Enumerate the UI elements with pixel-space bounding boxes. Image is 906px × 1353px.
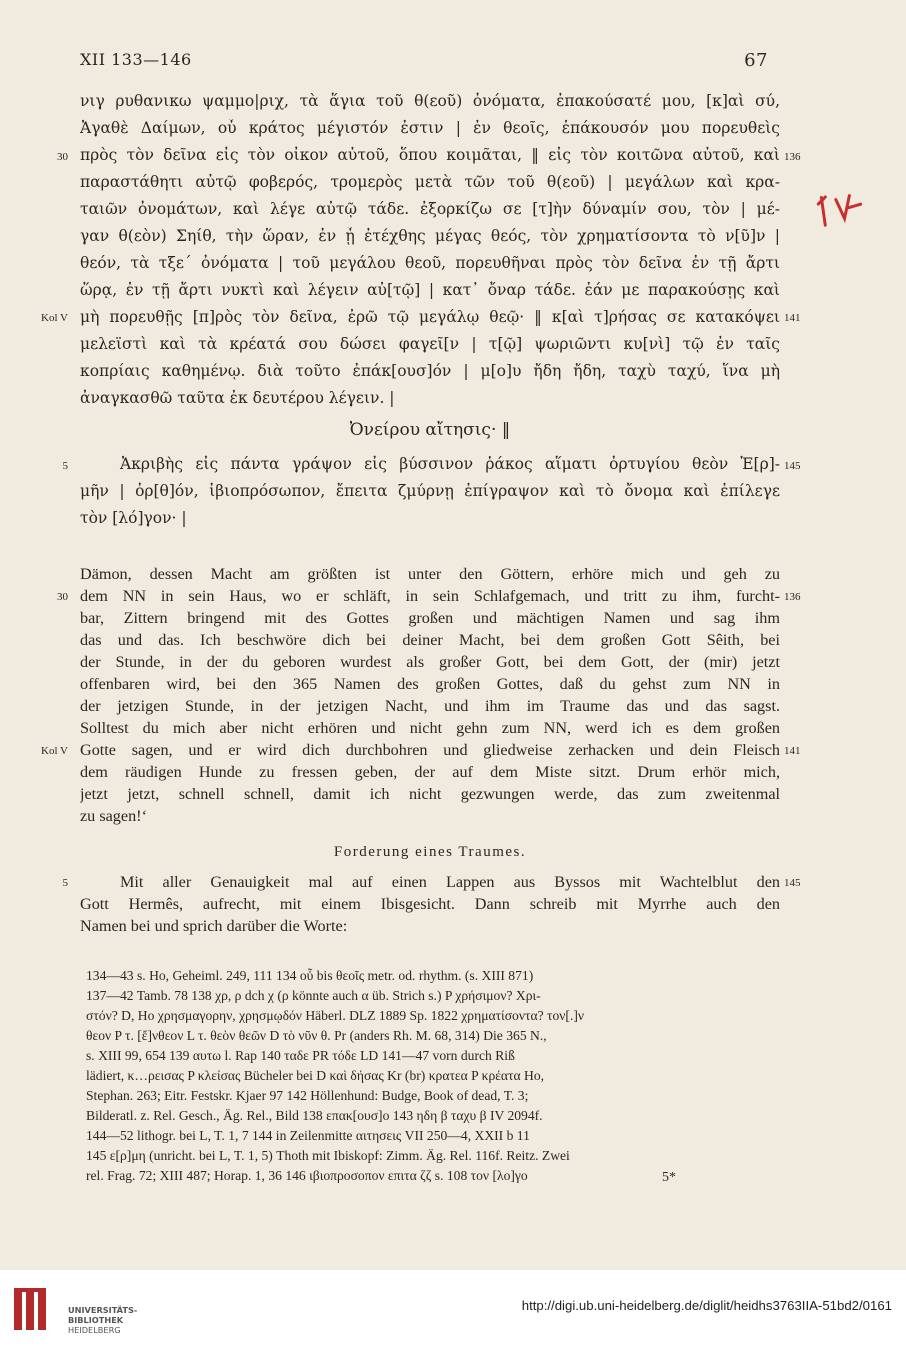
greek-section-heading: Ὀνείρου αἴτησις· ‖ — [349, 420, 511, 440]
german-line: Mit aller Genauigkeit mal auf einen Lappen aus Byssos mit Wachtelblut den — [120, 873, 780, 891]
running-head-left: XII 133—146 — [80, 50, 192, 69]
page-signature: 5* — [662, 1170, 676, 1185]
greek-line: Ἀγαθὲ Δαίμων, οὗ κράτος μέγιστόν ἐστιν | ἐν θεοῖς, ἐπάκουσόν μου πορευθεὶς — [80, 119, 780, 137]
line-number-right: 145 — [784, 877, 801, 889]
greek-line: γαν θ(εὸν) Σηίθ, τὴν ὥραν, ἐν ᾗ ἐτέχθης μέγας θεός, τὸν χρηματίσοντα τὸ ν[ῦ]ν | — [80, 227, 780, 245]
apparatus-line: rel. Frag. 72; XIII 487; Horap. 1, 36 146 ιβιοπροσοπον επιτα ζζ s. 108 τον [λο]γο — [86, 1168, 528, 1183]
greek-line: ταιῶν ὀνομάτων, καὶ λέγε αὐτῷ τάδε. ἐξορκίζω σε [τ]ὴν δύναμίν σου, τὸν | μέ- — [80, 200, 780, 218]
german-line: Gott Hermês, aufrecht, mit einem Ibisgesicht. Dann schreib mit Myrrhe auch den — [80, 895, 780, 913]
handwritten-annotation — [815, 184, 882, 245]
source-url-link[interactable]: http://digi.ub.uni-heidelberg.de/diglit/heidhs3763IIA-51bd2/0161 — [521, 1298, 892, 1313]
german-line: der jetzigen Stunde, in der jetzigen Nacht, und ihm im Traume das und das sagst. — [80, 697, 780, 715]
apparatus-line: 145 ε[ρ]μη (unricht. bei L, T. 1, 5) Thoth mit Ibiskopf: Zimm. Äg. Rel. 116f. Reitz. Zwei — [86, 1148, 570, 1163]
logo-text-line1: UNIVERSITÄTS- — [68, 1305, 138, 1315]
footer-bar — [0, 1270, 906, 1353]
german-line: das und das. Ich beschwöre dich bei deiner Macht, bei dem großen Gott Sêith, bei — [80, 631, 780, 649]
library-logo — [12, 1286, 138, 1342]
german-line: Gotte sagen, und er wird dich durchbohren und gliedweise zerhacken und dein Fleisch — [80, 741, 780, 759]
line-number-right: 136 — [784, 151, 801, 163]
greek-line: παραστάθητι αὐτῷ φοβερός, τρομερὸς μετὰ τῶν τοῦ θ(εοῦ) | μεγάλων καὶ κρα- — [80, 173, 780, 191]
logo-text-line3: HEIDELBERG — [68, 1325, 121, 1335]
greek-line: θεόν, τὰ τξε´ ὀνόματα | τοῦ μεγάλου θεοῦ, πορευθῆναι πρὸς τὸν δεῖνα ἐν τῇ ἄρτι — [80, 254, 780, 272]
greek-line: Ἀκριβὴς εἰς πάντα γράψον εἰς βύσσινον ῥάκος αἵματι ὀρτυγίου θεὸν Ἑ[ρ]- — [120, 455, 780, 473]
greek-line: μῆν | ὀρ[θ]όν, ἰβιοπρόσωπον, ἔπειτα ζμύρνῃ ἐπίγραψον καὶ τὸ ὄνομα καὶ ἐπίλεγε — [80, 482, 780, 500]
apparatus-line: Bilderatl. z. Rel. Gesch., Äg. Rel., Bild 138 επακ[ουσ]ο 143 ηδη β ταχυ β IV 2094f. — [86, 1108, 543, 1123]
apparatus-line: στόν? D, Ho χρησμαγορην, χρησμῳδόν Häberl. DLZ 1889 Sp. 1822 χρηματίσοντα? τον[.]ν — [86, 1008, 585, 1023]
line-number-right: 141 — [784, 745, 801, 757]
apparatus-line: 134—43 s. Ho, Geheiml. 249, 111 134 οὗ bis θεοῖς metr. od. rhythm. (s. XIII 871) — [86, 968, 534, 983]
german-line: Dämon, dessen Macht am größten ist unter den Göttern, erhöre mich und geh zu — [80, 565, 780, 583]
german-line: zu sagen!‘ — [80, 807, 147, 825]
german-line: jetzt jetzt, schnell schnell, damit ich nicht gezwungen werde, das zum zweitenmal — [80, 785, 780, 803]
line-number-left: 5 — [62, 877, 68, 889]
apparatus-line: 144—52 lithogr. bei L, T. 1, 7 144 in Zeilenmitte αιτησεις VII 250—4, XXII b 11 — [86, 1128, 530, 1143]
german-line: dem NN in sein Haus, wo er schläft, in sein Schlafgemach, und tritt zu ihm, furcht- — [80, 587, 780, 605]
german-line: offenbaren wird, bei den 365 Namen des großen Gottes, daß du gehst zum NN in — [80, 675, 780, 693]
apparatus-line: Stephan. 263; Eitr. Festskr. Kjaer 97 142 Höllenhund: Budge, Book of dead, T. 3; — [86, 1088, 529, 1103]
logo-text-line2: BIBLIOTHEK — [68, 1315, 124, 1325]
greek-line: νιγ ρυθανικω ψαμμο|ριχ, τὰ ἅγια τοῦ θ(εοῦ) ὀνόματα, ἐπακούσατέ μου, [κ]αὶ σύ, — [80, 92, 780, 110]
greek-line: μελεϊστὶ καὶ τὰ κρέατά σου δώσει φαγεῖ[ν | τ[ῷ] ψωριῶντι κυ[νὶ] τῷ ἐν ταῖς — [80, 335, 780, 353]
greek-line: πρὸς τὸν δεῖνα εἰς τὸν οἶκον αὐτοῦ, ὅπου κοιμᾶται, ‖ εἰς τὸν κοιτῶνα αὐτοῦ, καὶ — [80, 146, 780, 164]
greek-line: κοπρίαις καθημένῳ. διὰ τοῦτο ἐπάκ[ουσ]όν | μ[ο]υ ἤδη ἤδη, ταχὺ ταχύ, ἵνα μὴ — [80, 362, 780, 380]
column-marker: Kol V — [41, 312, 68, 324]
page-number: 67 — [744, 50, 768, 71]
line-number-left: 5 — [62, 460, 68, 472]
apparatus-line: 137—42 Tamb. 78 138 χρ, ρ dch χ (ρ könnte auch α üb. Strich s.) P χρήσιμον? Χρι- — [86, 988, 541, 1003]
line-number-right: 136 — [784, 591, 801, 603]
column-marker: Kol V — [41, 745, 68, 757]
line-number-left: 30 — [57, 591, 68, 603]
german-line: Namen bei und sprich darüber die Worte: — [80, 917, 348, 935]
greek-line: τὸν [λό]γον· | — [80, 509, 187, 527]
seal-icon — [12, 1286, 56, 1336]
german-line: dem räudigen Hunde zu fressen geben, der auf dem Miste sitzt. Drum erhör mich, — [80, 763, 780, 781]
line-number-left: 30 — [57, 151, 68, 163]
apparatus-line: s. XIII 99, 654 139 αυτω l. Rap 140 ταδε PR τόδε LD 141—47 vorn durch Riß — [86, 1048, 515, 1063]
line-number-right: 141 — [784, 312, 801, 324]
german-line: der Stunde, in der du geboren wurdest als großer Gott, bei dem Gott, der (mir) jetzt — [80, 653, 780, 671]
german-section-heading: Forderung eines Traumes. — [333, 844, 527, 860]
apparatus-line: lädiert, κ…ρεισας P κλείσας Bücheler bei D καὶ δήσας Kr (br) κρατεα P κρέατα Ho, — [86, 1068, 545, 1083]
greek-line: ἀναγκασθῶ ταῦτα ἐκ δευτέρου λέγειν. | — [80, 389, 395, 407]
german-line: Solltest du mich aber nicht erhören und nicht gehn zum NN, werd ich es dem großen — [80, 719, 780, 737]
greek-line: μὴ πορευθῇς [π]ρὸς τὸν δεῖνα, ἐρῶ τῷ μεγάλῳ θεῷ· ‖ κ[αὶ τ]ρήσας σε κατακόψει — [80, 308, 780, 326]
greek-line: ὥρᾳ, ἐν τῇ ἄρτι νυκτὶ καὶ λέγειν αὐ[τῷ] | κατ᾽ ὄναρ τάδε. ἐάν με παρακούσῃς καὶ — [80, 281, 780, 299]
apparatus-line: θεον P τ. [ἔ]νθεον L τ. θεὸν θεῶν D τὸ νῦν θ. Pr (anders Rh. M. 68, 314) Die 365 N., — [86, 1028, 547, 1043]
german-line: bar, Zittern bringend mit des Gottes großen und mächtigen Namen und sag ihm — [80, 609, 780, 627]
line-number-right: 145 — [784, 460, 801, 472]
